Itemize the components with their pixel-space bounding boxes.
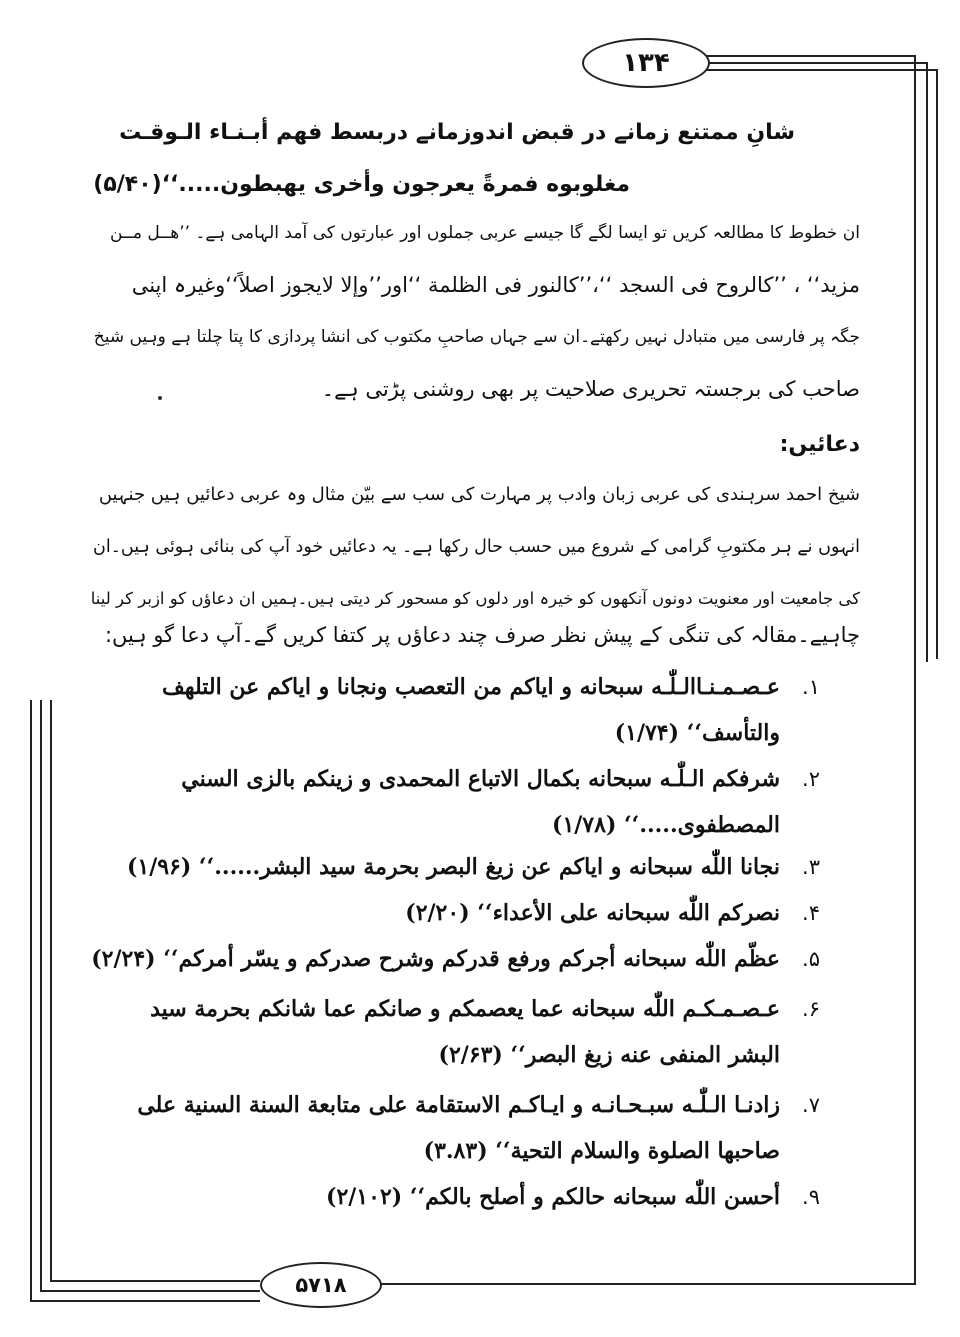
paragraph-1-line: صاحب کی برجستہ تحریری صلاحیت پر بھی روشنی پڑتی ہے۔ (321, 377, 860, 401)
prayer-line: المصطفوى.....‘‘ (۱/۷۸) (552, 812, 780, 838)
frame-right-line-3 (936, 69, 938, 659)
speck-mark (158, 396, 162, 400)
prayer-number: ۴. (802, 901, 820, 925)
prayer-line: البشر المنفى عنه زیغ البصر‘‘ (۲/۶۳) (438, 1042, 780, 1068)
prayer-line: زادنـا الـلّٰـه سبـحـانـه و ایـاكـم الاستقامة على متابعة السنة السنية على (137, 1092, 780, 1118)
frame-right-line-1 (914, 55, 916, 1285)
paragraph-2-line: چاہیے۔مقالہ کی تنگی کے پیش نظر صرف چند دعاؤں پر کتفا کریں گے۔آپ دعا گو ہیں: (104, 623, 860, 647)
prayer-line: عظّم اللّٰه سبحانه أجركم ورفع قدركم وشرح صدركم و یسّر أمركم‘‘ (۲/۲۴) (91, 946, 780, 972)
paragraph-2-line: انہوں نے ہر مکتوبِ گرامی کے شروع میں حسب حال رکھا ہے۔ یہ دعائیں خود آپ کی بنائی ہوئی ہیں۔ان (92, 537, 860, 557)
prayer-line: عـصـمـكـم اللّٰه سبحانه عما یعصمكم و صانكم عما شانكم بحرمة سيد (150, 996, 780, 1022)
prayer-number: ۵. (802, 947, 820, 971)
prayer-number: ۶. (802, 997, 820, 1021)
paragraph-1-line: جگہ پر فارسی میں متبادل نہیں رکھتے۔ان سے جہاں صاحبِ مکتوب کی انشا پردازی کا پتا چلتا ہے وہیں شیخ (93, 327, 860, 347)
frame-top-line-1 (706, 55, 916, 57)
prayer-line: أحسن اللّٰه سبحانه حالكم و أصلح بالكم‘‘ (۲/۱۰۲) (326, 1184, 780, 1210)
page-number-top: ۱۳۴ (582, 38, 710, 88)
frame-top-line-3 (706, 69, 938, 71)
intro-line: شانِ ممتنع زمانے در قبض اندوزمانے دربسط فهم أبـنـاء الـوقـت (119, 120, 795, 145)
frame-bottom-right-line (378, 1283, 916, 1285)
prayer-number: ۱. (802, 675, 820, 699)
frame-bottom-line-2 (40, 1290, 260, 1292)
paragraph-1-line: ان خطوط کا مطالعہ کریں تو ایسا لگے گا جیسے عربی جملوں اور عبارتوں کی آمد الہامی ہے۔ ’’هــل مــن (109, 223, 860, 243)
prayer-line: نصركم اللّٰه سبحانه على الأعداء‘‘ (۲/۲۰) (405, 900, 780, 926)
prayer-number: ۳. (802, 855, 820, 879)
prayer-line: نجانا اللّٰه سبحانه و ایاكم عن زیغ البصر بحرمة سید البشر......‘‘ (۱/۹۶) (126, 854, 780, 880)
frame-left-line-2 (40, 700, 42, 1290)
paragraph-2-line: شیخ احمد سرہندی کی عربی زبان وادب پر مہارت کی سب سے بیّن مثال وہ عربی دعائیں ہیں جنہیں (98, 484, 860, 505)
prayer-number: ۲. (802, 767, 820, 791)
prayer-number: ۹. (802, 1185, 820, 1209)
frame-left-line-1 (30, 700, 32, 1300)
prayer-number: ۷. (802, 1093, 820, 1117)
prayer-line: شرفكم الـلّٰـه سبحانه بكمال الاتباع المحمدى و زینكم بالزى السني (181, 766, 780, 792)
frame-right-line-2 (926, 62, 928, 662)
frame-bottom-line-1 (50, 1280, 260, 1282)
paragraph-1-line: مزید‘‘ ، ’’کالروح فی السجد ‘‘،’’کالنور فی الظلمة ‘‘اور’’وإلا لایجوز اصلاً‘‘وغیرہ اپنی (131, 273, 860, 297)
frame-top-line-2 (706, 62, 928, 64)
prayer-line: صاحبها الصلوة والسلام التحية‘‘ (۳.۸۳) (423, 1138, 780, 1164)
frame-left-line-3 (50, 700, 52, 1280)
paragraph-2-line: کی جامعیت اور معنویت دونوں آنکھوں کو خیرہ اور دلوں کو مسحور کر دیتی ہیں۔ہمیں ان دعاؤں کو ازبر کر لینا (90, 589, 860, 608)
page-number-bottom: ۵۷۱۸ (260, 1262, 382, 1308)
frame-bottom-line-3 (30, 1300, 260, 1302)
prayer-line: والتأسف‘‘ (۱/۷۴) (614, 720, 780, 746)
section-heading: دعائیں: (779, 432, 860, 457)
prayer-line: عـصـمـنـاالـلّٰـه سبحانه و ایاکم من التعصب ونجانا و ایاکم عن التلهف (162, 674, 780, 700)
intro-line: مغلوبوه فمرةً يعرجون وأخرى يهبطون.....‘‘(۵/۴۰) (93, 172, 630, 197)
